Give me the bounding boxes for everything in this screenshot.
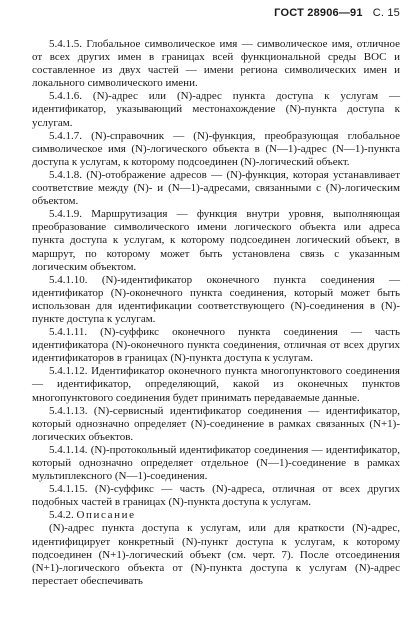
section-number: 5.4.2. <box>49 509 74 522</box>
paragraph-5-4-1-13: 5.4.1.13. (N)-сервисный идентификатор соединения — идентификатор, который однозначно определяет (N)-соединение в рамках связанных (N+1)-логических объектов. <box>32 404 400 443</box>
paragraph-5-4-1-8: 5.4.1.8. (N)-отображение адресов — (N)-функция, которая устанавливает соответствие между (N)- и (N—1)-адресами, связанными с (N)-логическим объектом. <box>32 168 400 208</box>
section-title: Описание <box>76 509 136 522</box>
description-paragraph: (N)-адрес пункта доступа к услугам, или для краткости (N)-адрес, идентифицирует конкретный (N)-пункт доступа к услугам, к которому подсоединен (N+1)-логический объект (см. черт. 7). После отсоединения (N+1)-логического объекта от (N)-пункта доступа к услугам (N)-адрес перестает обеспечивать <box>32 522 400 587</box>
paragraph-5-4-1-15: 5.4.1.15. (N)-суффикс — часть (N)-адреса, отличная от всех других подобных частей в границах (N)-пункта доступа к услугам. <box>32 483 400 509</box>
document-body <box>32 38 400 588</box>
paragraph-5-4-1-14: 5.4.1.14. (N)-протокольный идентификатор соединения — идентификатор, который однозначно определяет отдельное (N—1)-соединение в рамках мультиплексного (N—1)-соединения. <box>32 443 400 483</box>
paragraph-5-4-1-6: 5.4.1.6. (N)-адрес или (N)-адрес пункта доступа к услугам — идентификатор, указывающий местонахождение (N)-пункта доступа к услугам. <box>32 90 400 129</box>
paragraph-5-4-1-5: 5.4.1.5. Глобальное символическое имя — символическое имя, отличное от всех других имен в границах всей функциональной среды ВОС и составленное из двух частей — имени региона символических имен и локального символического имени. <box>32 38 400 90</box>
section-heading <box>32 509 400 522</box>
page-header <box>274 7 400 19</box>
paragraph-5-4-1-11: 5.4.1.11. (N)-суффикс оконечного пункта соединения — часть идентификатора (N)-оконечного пункта соединения, отличная от всех других идентификаторов в границах (N)-пункта доступа к услугам. <box>32 326 400 365</box>
standard-code: ГОСТ 28906—91 <box>274 7 363 19</box>
page-number: С. 15 <box>372 7 400 19</box>
paragraph-5-4-1-10: 5.4.1.10. (N)-идентификатор оконечного пункта соединения — идентификатор (N)-оконечного пункта соединения, который может быть использован для идентификации соответствующего (N)-соединения в (N)-пункте доступа к услугам. <box>32 273 400 325</box>
paragraph-5-4-1-7: 5.4.1.7. (N)-справочник — (N)-функция, преобразующая глобальное символическое имя (N)-логического объекта в (N—1)-адрес (N—1)-пункта доступа к услугам, к которому подсоединен (N)-логический объект. <box>32 129 400 168</box>
paragraph-5-4-1-12: 5.4.1.12. Идентификатор оконечного пункта многопунктового соединения — идентификатор, определяющий, какой из оконечных пунктов многопунктового соединения будет принимать передаваемые данные. <box>32 365 400 404</box>
paragraph-5-4-1-9: 5.4.1.9. Маршрутизация — функция внутри уровня, выполняющая преобразование символического имени логического объекта или адреса пункта доступа к услугам, к которому подсоединен логический объект, в маршрут, по которому может быть установлена связь с указанным логическим объектом. <box>32 208 400 273</box>
